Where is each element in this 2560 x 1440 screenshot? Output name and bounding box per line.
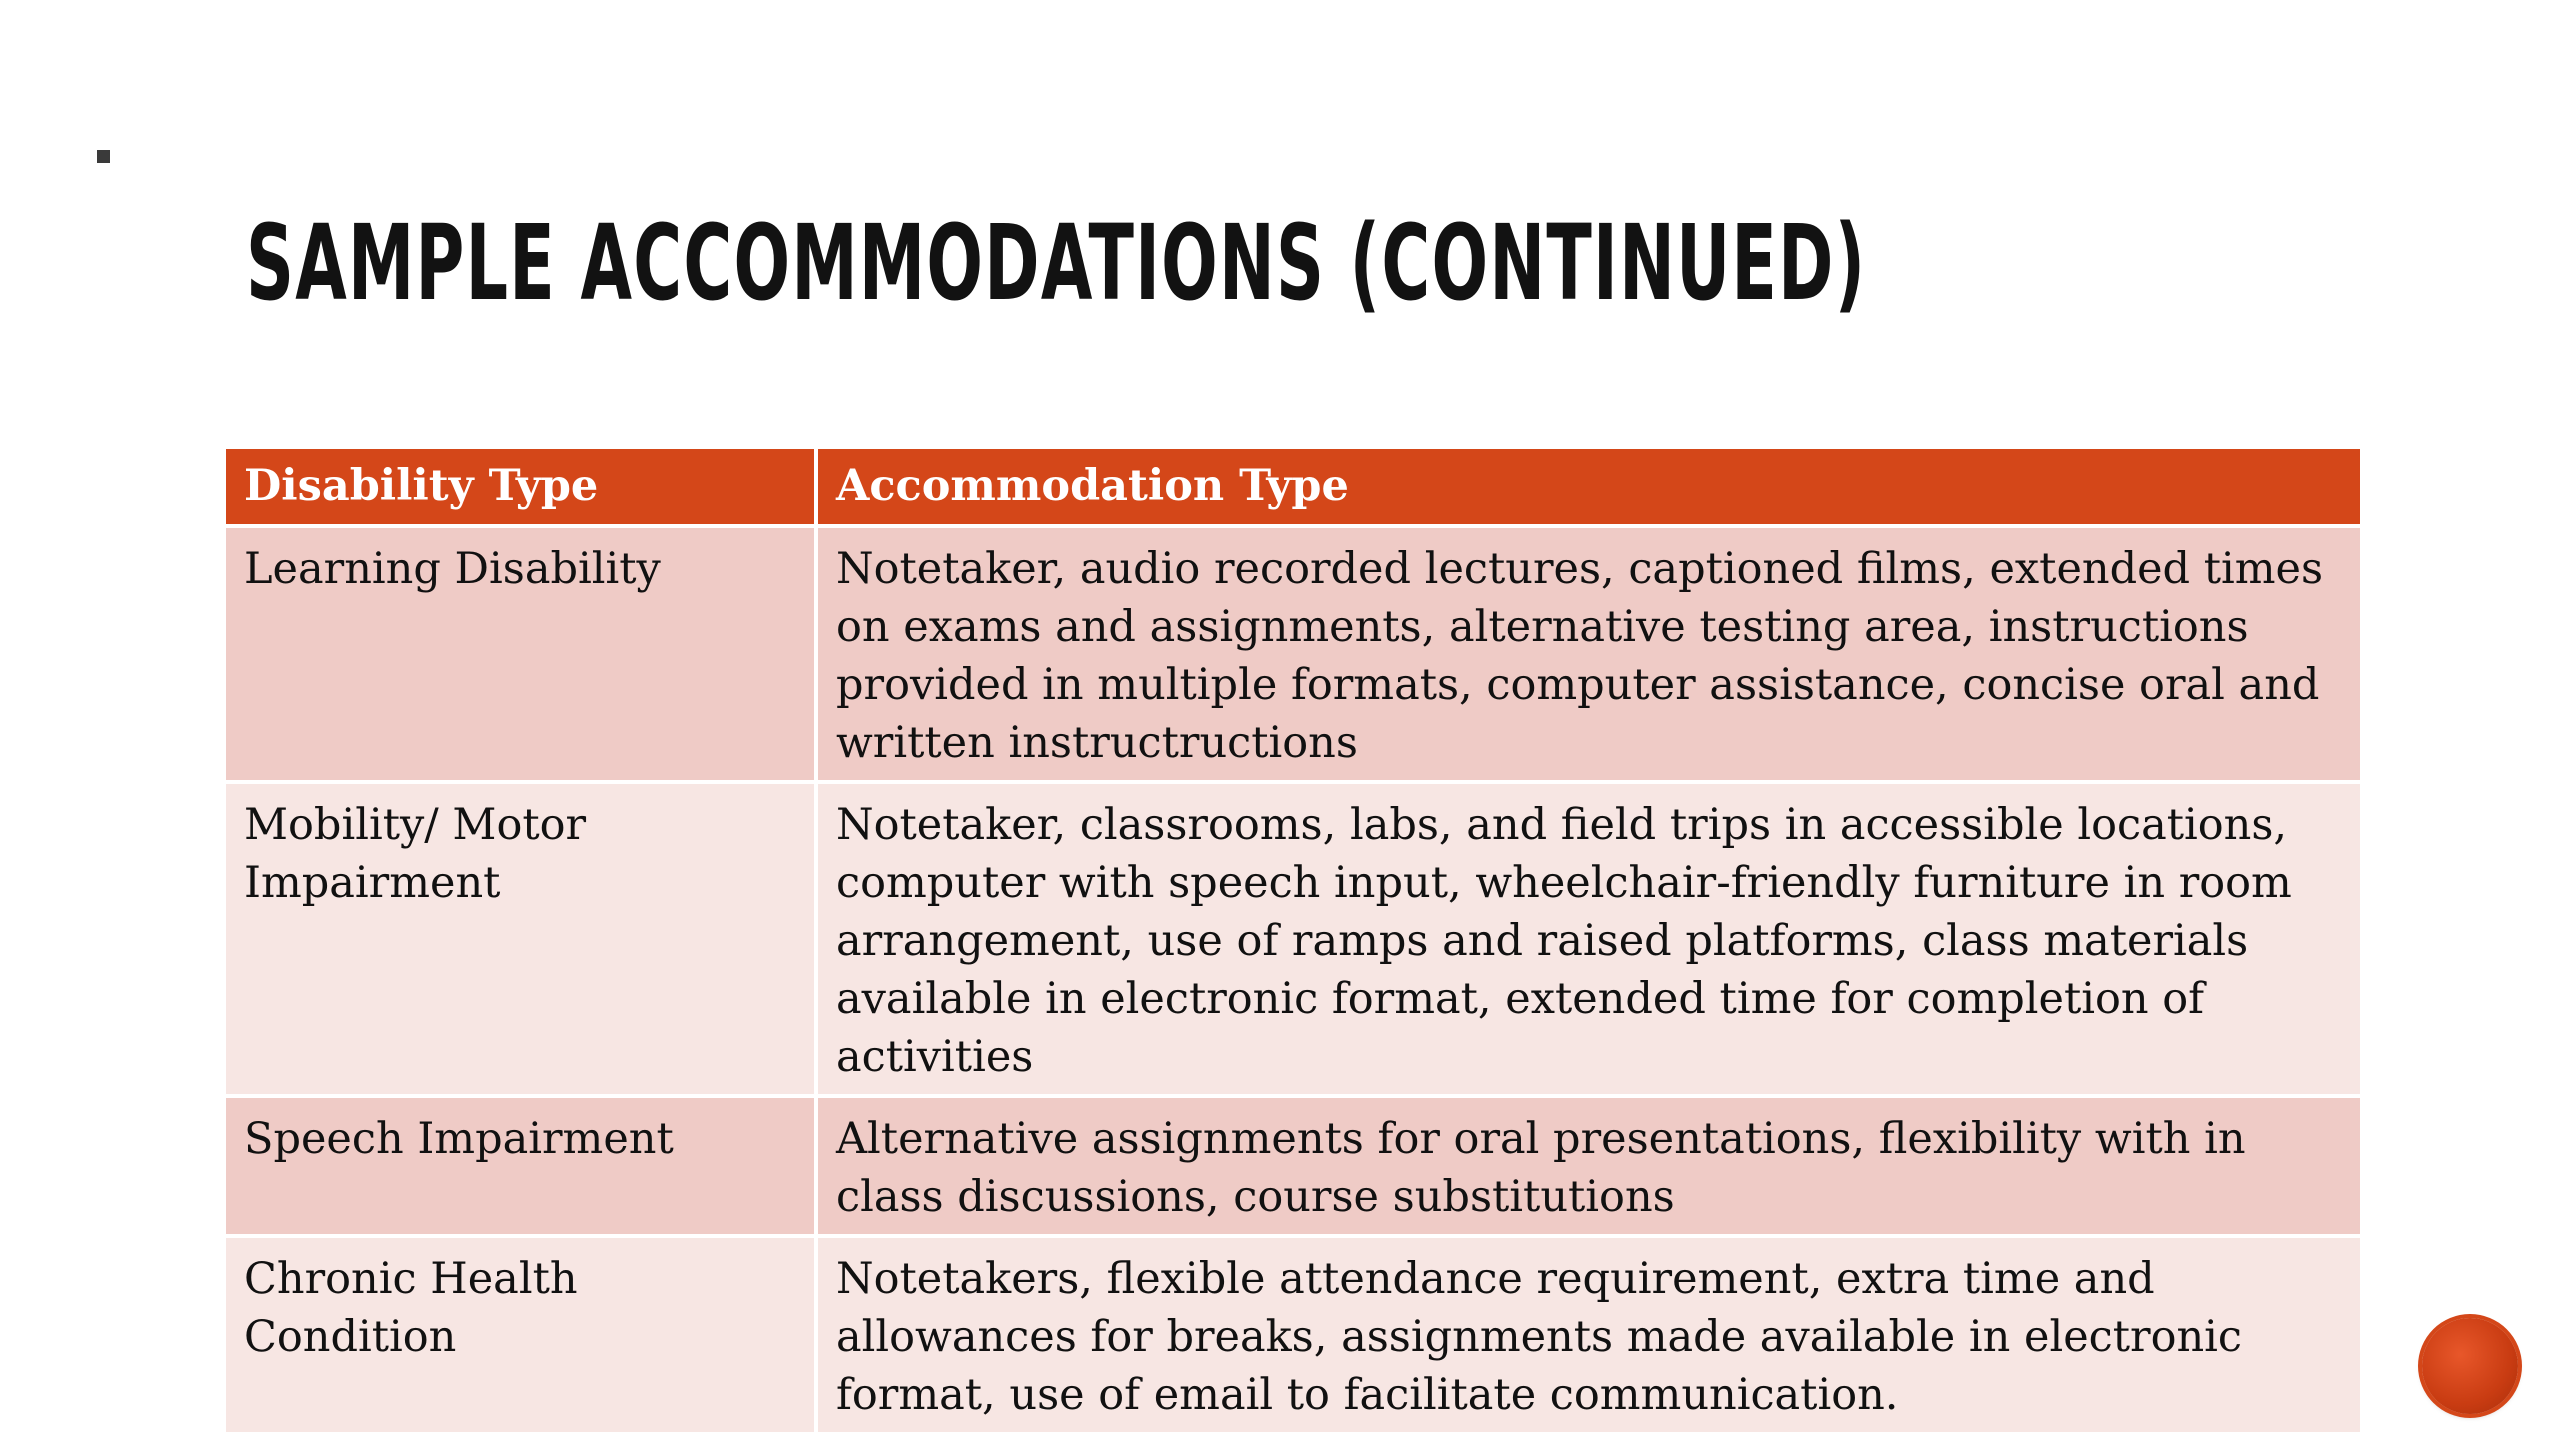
table-header-row <box>226 449 2360 528</box>
disability-cell: Chronic Health Condition <box>226 1238 814 1436</box>
accommodation-cell: Notetaker, audio recorded lectures, captioned films, extended times on exams and assignments, alternative testing area, instructions provided in multiple formats, computer assistance, concise oral and written instructructions <box>814 528 2360 784</box>
accommodation-cell: Notetakers, flexible attendance requirement, extra time and allowances for breaks, assignments made available in electronic format, use of email to facilitate communication. <box>814 1238 2360 1436</box>
header-disability-type: Disability Type <box>226 449 814 528</box>
table-row <box>226 784 2360 1098</box>
circle-button-icon[interactable] <box>2422 1318 2518 1414</box>
table-row <box>226 1098 2360 1238</box>
accommodation-cell: Notetaker, classrooms, labs, and field trips in accessible locations, computer with speech input, wheelchair-friendly furniture in room arrangement, use of ramps and raised platforms, class materials available in electronic format, extended time for completion of activities <box>814 784 2360 1098</box>
disability-cell: Speech Impairment <box>226 1098 814 1238</box>
table-row <box>226 1238 2360 1436</box>
disability-cell: Mobility/ Motor Impairment <box>226 784 814 1098</box>
slide-marker-square <box>97 150 110 163</box>
slide-title: SAMPLE ACCOMMODATIONS (CONTINUED) <box>246 202 1867 324</box>
disability-cell: Learning Disability <box>226 528 814 784</box>
accommodation-cell: Alternative assignments for oral presentations, flexibility with in class discussions, course substitutions <box>814 1098 2360 1238</box>
accommodations-table <box>226 449 2360 1436</box>
table-row <box>226 528 2360 784</box>
header-accommodation-type: Accommodation Type <box>814 449 2360 528</box>
